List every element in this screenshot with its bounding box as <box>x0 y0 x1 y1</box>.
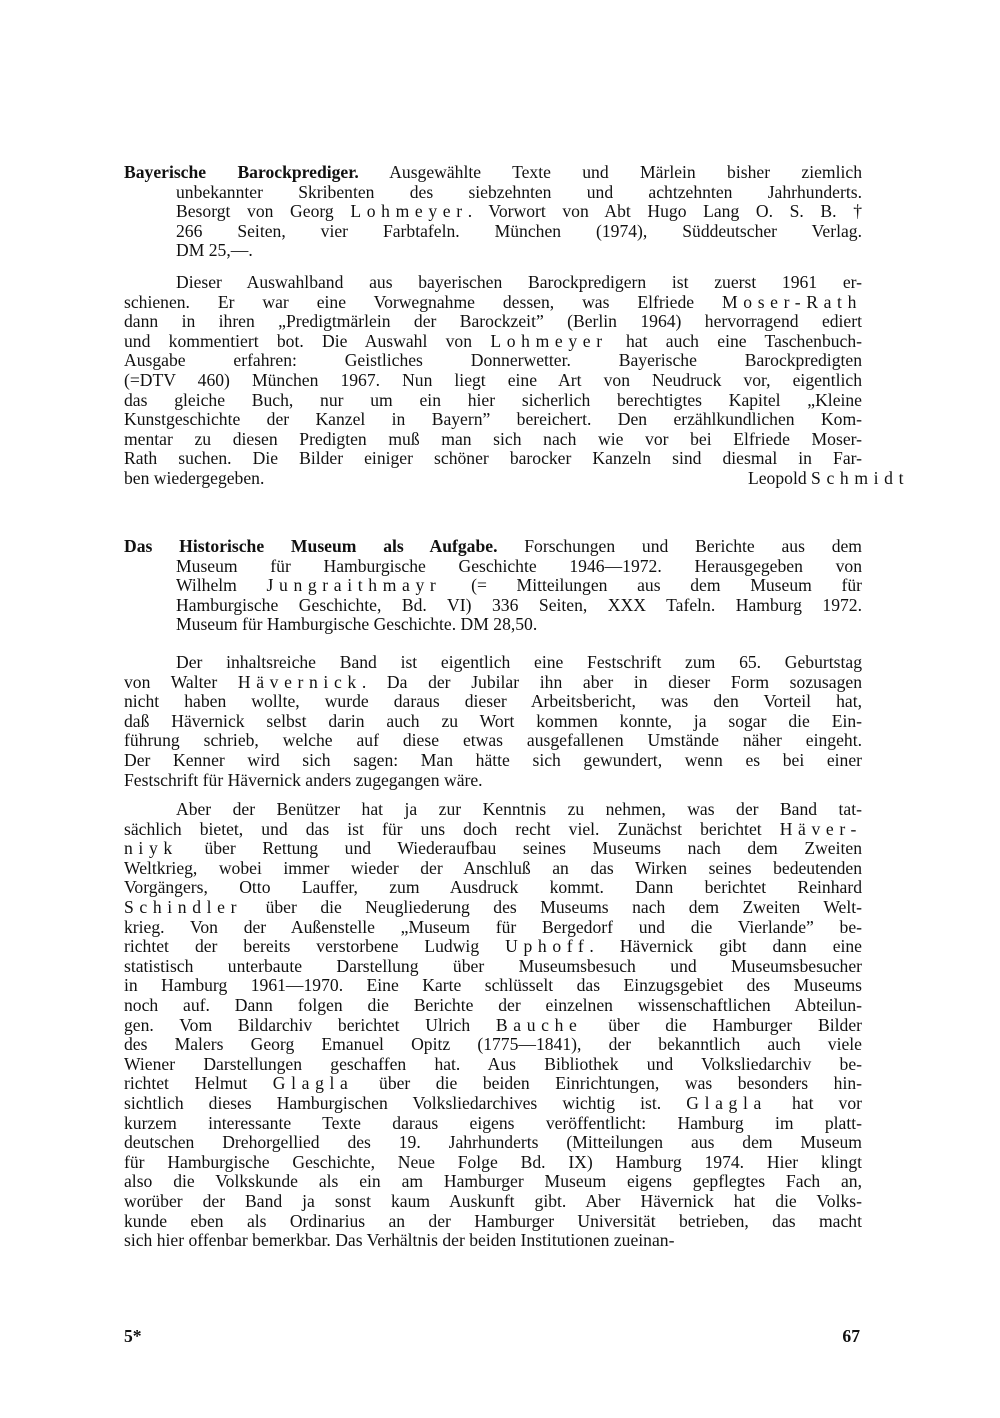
paragraph-text: Aber der Benützer hat ja zur Kenntnis zu nehmen, was der Band tat- <box>176 799 862 819</box>
paragraph-text: sichtlich dieses Hamburgischen Volksliedarchives wichtig ist. Glagla hat vor <box>124 1093 862 1113</box>
paragraph-line <box>124 711 862 731</box>
paragraph-text: des Malers Georg Emanuel Opitz (1775—1841), der bekanntlich auch viele <box>124 1034 862 1055</box>
bibliography-text: Forschungen und Berichte aus dem <box>497 536 862 556</box>
paragraph-line <box>124 448 862 468</box>
paragraph-text: schienen. Er war eine Vorwegnahme dessen, was Elfriede Moser-Rath <box>124 291 862 312</box>
paragraph-line <box>124 750 862 770</box>
paragraph-line <box>124 956 862 976</box>
paragraph-text: also die Volkskunde als ein am Hamburger Museum eigens gepflegtes Fach an, <box>124 1171 862 1192</box>
paragraph-line <box>124 1230 862 1250</box>
paragraph-line <box>124 936 862 956</box>
bibliography-text: unbekannter Skribenten des siebzehnten und achtzehnten Jahrhunderts. <box>176 181 862 202</box>
paragraph-line <box>176 799 862 819</box>
paragraph-text: Ausgabe erfahren: Geistliches Donnerwetter. Bayerische Barockpredigten <box>124 350 862 371</box>
spaced-name: Jungraithmayr <box>266 575 442 596</box>
paragraph-line <box>124 1054 862 1074</box>
paragraph-line <box>124 975 862 995</box>
spaced-name: Schindler <box>124 897 243 917</box>
paragraph-text: mentar zu diesen Predigten muß man sich nach wie vor bei Elfriede Moser- <box>124 428 862 449</box>
paragraph-text: sächlich bietet, und das ist für uns doch recht viel. Zunächst berichtet Häver- <box>124 818 862 839</box>
paragraph-text: das gleiche Buch, nur um ein hier sicherlich berechtigtes Kapitel „Kleine <box>124 389 862 410</box>
spaced-name: Lohmeyer <box>490 330 608 351</box>
spaced-name: Uphoff <box>505 936 590 957</box>
bibliography-text: Ausgewählte Texte und Märlein bisher ziemlich <box>358 162 862 182</box>
paragraph-line <box>124 819 862 839</box>
paragraph-line <box>124 1073 862 1093</box>
paragraph-line <box>124 429 862 449</box>
paragraph-text: Schindler über die Neugliederung des Museums nach dem Zweiten Welt- <box>124 897 862 917</box>
paragraph-text: Rath suchen. Die Bilder einiger schöner barocker Kanzeln sind diesmal in Far- <box>124 448 862 469</box>
paragraph-line <box>124 877 862 897</box>
paragraph-text: niyk über Rettung und Wiederaufbau seines Museums nach dem Zweiten <box>124 838 862 859</box>
paragraph-line <box>124 1211 862 1231</box>
bibliography-text: 266 Seiten, vier Farbtafeln. München (1974), Süddeutscher Verlag. <box>176 220 862 241</box>
paragraph-text: in Hamburg 1961—1970. Eine Karte schlüsselt das Einzugsgebiet des Museums <box>124 975 862 996</box>
paragraph-line <box>124 730 862 750</box>
paragraph-line <box>124 292 862 312</box>
spaced-name: Glagla <box>686 1093 767 1113</box>
paragraph-line <box>124 1034 862 1054</box>
spaced-name: Bauche <box>495 1014 583 1035</box>
paragraph-text: sich hier offenbar bemerkbar. Das Verhältnis der beiden Institutionen zueinan- <box>124 1230 675 1251</box>
paragraph-text: Vorgängers, Otto Lauffer, zum Ausdruck kommt. Dann berichtet Reinhard <box>124 877 862 898</box>
paragraph-line <box>124 858 862 878</box>
bibliography-line <box>176 240 862 260</box>
paragraph-line <box>124 331 862 351</box>
bibliography-text: Besorgt von Georg Lohmeyer. Vorwort von Abt Hugo Lang O. S. B. † <box>176 201 862 222</box>
paragraph-text: deutschen Drehorgellied des 19. Jahrhunderts (Mitteilungen aus dem Museum <box>124 1132 862 1153</box>
paragraph-line <box>124 409 862 429</box>
paragraph-text: dann in ihren „Predigtmärlein der Barockzeit” (Berlin 1964) hervorragend ediert <box>124 311 862 332</box>
bibliography-text: Hamburgische Geschichte, Bd. VI) 336 Seiten, XXX Tafeln. Hamburg 1972. <box>176 594 862 615</box>
reviewer-name: Leopold Schmidt <box>748 468 910 488</box>
bibliography-line <box>176 182 862 202</box>
paragraph-line <box>176 652 862 672</box>
bibliography-line <box>176 595 862 615</box>
paragraph-text: von Walter Hävernick. Da der Jubilar ihn aber in dieser Form sozusagen <box>124 671 862 692</box>
paragraph-line <box>124 350 862 370</box>
paragraph-text: statistisch unterbaute Darstellung über Museumsbesuch und Museumsbesucher <box>124 955 862 976</box>
paragraph-line <box>124 917 862 937</box>
page-number: 67 <box>842 1326 860 1346</box>
paragraph-text: Der Kenner wird sich sagen: Man hätte sich gewundert, wenn es bei einer <box>124 750 862 770</box>
paragraph-line <box>124 1015 862 1035</box>
paragraph-text: Wiener Darstellungen geschaffen hat. Aus Bibliothek und Volksliedarchiv be- <box>124 1053 862 1074</box>
spaced-name: Lohmeyer <box>350 201 468 222</box>
paragraph-text: noch auf. Dann folgen die Berichte der einzelnen wissenschaftlichen Abteilun- <box>124 995 862 1015</box>
spaced-name: Moser-Rath <box>721 291 862 312</box>
paragraph-line <box>124 311 862 331</box>
paragraph-line <box>124 1191 862 1211</box>
bibliography-line <box>176 221 862 241</box>
spaced-name: Häver- <box>779 818 862 839</box>
paragraph-line <box>124 672 862 692</box>
paragraph-line <box>176 272 862 292</box>
paragraph-text: gen. Vom Bildarchiv berichtet Ulrich Bauche über die Hamburger Bilder <box>124 1014 862 1035</box>
bibliography-text: Museum für Hamburgische Geschichte 1946—1972. Herausgegeben von <box>176 555 862 576</box>
paragraph-text: und kommentiert bot. Die Auswahl von Lohmeyer hat auch eine Taschenbuch- <box>124 330 863 351</box>
bibliography-text: Wilhelm Jungraithmayr (= Mitteilungen aus dem Museum für <box>176 575 862 596</box>
paragraph-text: kurzem interessante Texte daraus eigens veröffentlicht: Hamburg im platt- <box>124 1112 862 1133</box>
bibliography-text: DM 25,—. <box>176 240 253 261</box>
paragraph-line <box>124 1113 862 1133</box>
signature-mark: 5* <box>124 1326 142 1346</box>
paragraph-text: worüber der Band ja sonst kaum Auskunft gibt. Aber Hävernick hat die Volks- <box>124 1191 862 1211</box>
paragraph-text: Der inhaltsreiche Band ist eigentlich eine Festschrift zum 65. Geburtstag <box>176 652 862 672</box>
paragraph-text: Festschrift für Hävernick anders zugegangen wäre. <box>124 769 483 790</box>
paragraph-line <box>124 1152 862 1172</box>
paragraph-text: richtet der bereits verstorbene Ludwig Uphoff. Hävernick gibt dann eine <box>124 936 862 957</box>
bibliography-line <box>176 556 862 576</box>
review-title: Das Historische Museum als Aufgabe. <box>124 536 498 556</box>
paragraph-line <box>124 838 862 858</box>
paragraph-line <box>124 897 862 917</box>
paragraph-text: nicht haben wollte, wurde daraus dieser Arbeitsbericht, was den Vorteil hat, <box>124 691 862 712</box>
paragraph-line <box>124 468 910 488</box>
paragraph-line <box>124 770 862 790</box>
bibliography-line <box>124 162 862 182</box>
paragraph-text: krieg. Von der Außenstelle „Museum für Bergedorf und die Vierlande” be- <box>124 916 862 937</box>
paragraph-line <box>124 1132 862 1152</box>
paragraph-text: Kunstgeschichte der Kanzel in Bayern” bereichert. Den erzählkundlichen Kom- <box>124 409 862 430</box>
spaced-name: Hävernick <box>237 671 362 692</box>
bibliography-text: Museum für Hamburgische Geschichte. DM 28,50. <box>176 614 538 635</box>
paragraph-line <box>124 691 862 711</box>
paragraph-text: für Hamburgische Geschichte, Neue Folge Bd. IX) Hamburg 1974. Hier klingt <box>124 1151 862 1172</box>
paragraph-text: ben wiedergegeben. <box>124 468 265 488</box>
review-title: Bayerische Barockprediger. <box>124 162 359 182</box>
spaced-name: Glagla <box>272 1073 354 1094</box>
paragraph-text: Weltkrieg, wobei immer wieder der Anschluß an das Wirken seines bedeutenden <box>124 857 862 878</box>
paragraph-text: richtet Helmut Glagla über die beiden Einrichtungen, was besonders hin- <box>124 1073 862 1094</box>
paragraph-text: daß Hävernick selbst darin auch zu Wort kommen konnte, ja sogar die Ein- <box>124 710 862 731</box>
spaced-name: niyk <box>124 838 178 859</box>
bibliography-line <box>176 614 862 634</box>
bibliography-line <box>124 536 862 556</box>
paragraph-line <box>124 995 862 1015</box>
bibliography-line <box>176 575 862 595</box>
paragraph-line <box>124 390 862 410</box>
spaced-name: Schmidt <box>811 468 910 488</box>
paragraph-text: führung schrieb, welche auf diese etwas ausgefallenen Umstände näher eingeht. <box>124 730 862 751</box>
paragraph-line <box>124 1093 862 1113</box>
paragraph-text: Dieser Auswahlband aus bayerischen Barockpredigern ist zuerst 1961 er- <box>176 272 862 292</box>
paragraph-line <box>124 370 862 390</box>
paragraph-line <box>124 1171 862 1191</box>
paragraph-text: (=DTV 460) München 1967. Nun liegt eine Art von Neudruck vor, eigentlich <box>124 370 862 390</box>
bibliography-line <box>176 201 862 221</box>
paragraph-text: kunde eben als Ordinarius an der Hamburger Universität betrieben, das macht <box>124 1210 862 1231</box>
